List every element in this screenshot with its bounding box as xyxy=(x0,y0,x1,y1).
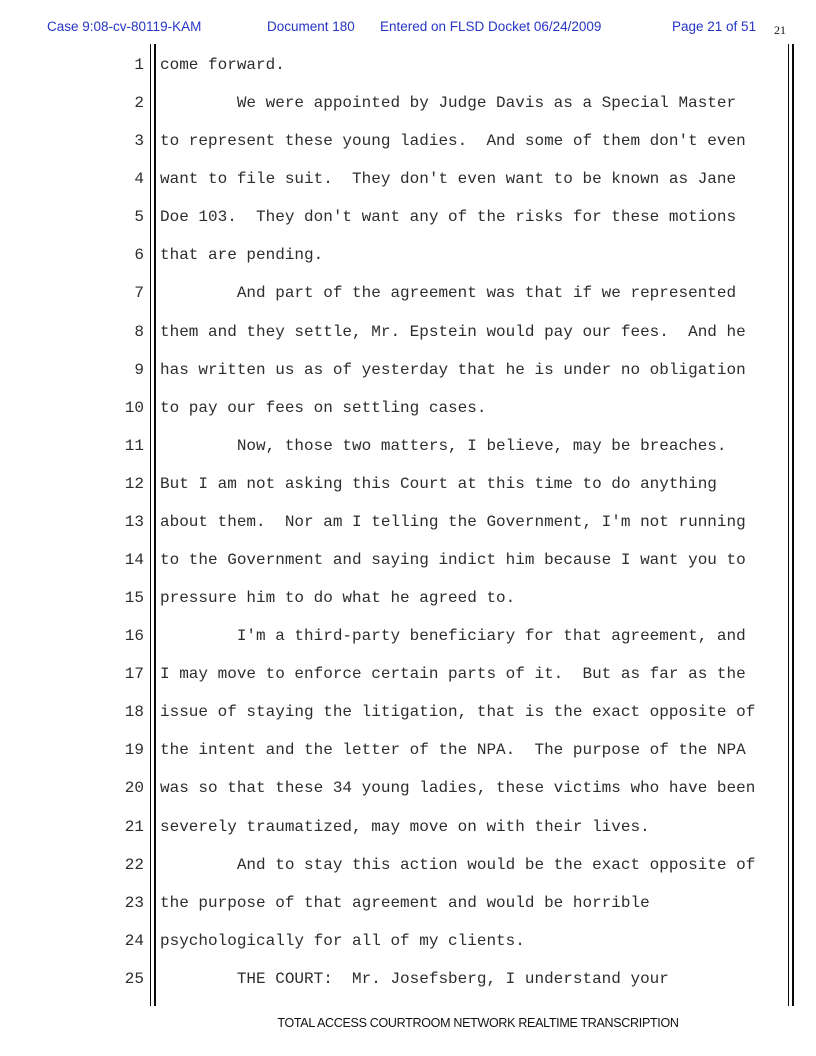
line-number: 2 xyxy=(134,94,144,113)
line-text: We were appointed by Judge Davis as a Special Master xyxy=(160,94,737,113)
line-text: the intent and the letter of the NPA. The purpose of the NPA xyxy=(160,741,746,760)
line-text: want to file suit. They don't even want to be known as Jane xyxy=(160,170,737,189)
transcript-line xyxy=(0,971,816,1009)
transcript-line xyxy=(0,438,816,476)
transcript-line xyxy=(0,57,816,95)
line-number: 18 xyxy=(124,703,144,722)
transcript-line xyxy=(0,95,816,133)
line-number: 13 xyxy=(124,512,144,531)
line-number: 5 xyxy=(134,208,144,227)
line-number: 21 xyxy=(124,817,144,836)
line-text: pressure him to do what he agreed to. xyxy=(160,589,516,608)
line-number: 9 xyxy=(134,360,144,379)
line-text: that are pending. xyxy=(160,246,324,265)
line-number: 15 xyxy=(124,589,144,608)
line-number: 22 xyxy=(124,855,144,874)
line-number: 19 xyxy=(124,741,144,760)
line-text: And to stay this action would be the exact opposite of xyxy=(160,855,756,874)
line-number: 4 xyxy=(134,170,144,189)
line-number: 24 xyxy=(124,931,144,950)
line-number: 7 xyxy=(134,284,144,303)
line-text: THE COURT: Mr. Josefsberg, I understand your xyxy=(160,969,669,988)
transcript-line xyxy=(0,247,816,285)
line-number: 3 xyxy=(134,132,144,151)
transcript-line xyxy=(0,628,816,666)
transcript-line xyxy=(0,933,816,971)
transcript-line xyxy=(0,895,816,933)
line-number: 1 xyxy=(134,56,144,74)
line-text: the purpose of that agreement and would be horrible xyxy=(160,893,650,912)
transcript-line xyxy=(0,514,816,552)
line-number: 20 xyxy=(124,779,144,798)
line-text: about them. Nor am I telling the Government, I'm not running xyxy=(160,512,746,531)
line-number: 25 xyxy=(124,969,144,988)
transcript-line xyxy=(0,552,816,590)
line-text: And part of the agreement was that if we represented xyxy=(160,284,737,303)
line-text: I may move to enforce certain parts of it. But as far as the xyxy=(160,665,746,684)
line-text: I'm a third-party beneficiary for that agreement, and xyxy=(160,627,746,646)
line-number: 8 xyxy=(134,322,144,341)
line-number: 23 xyxy=(124,893,144,912)
line-text: come forward. xyxy=(160,56,285,74)
page-number-stamp: 21 xyxy=(774,23,786,37)
transcript-line xyxy=(0,209,816,247)
header-case-number: Case 9:08-cv-80119-KAM xyxy=(47,19,202,34)
line-text: to pay our fees on settling cases. xyxy=(160,398,487,417)
line-text: severely traumatized, may move on with their lives. xyxy=(160,817,650,836)
line-text: to represent these young ladies. And some of them don't even xyxy=(160,132,746,151)
transcription-footer: TOTAL ACCESS COURTROOM NETWORK REALTIME TRANSCRIPTION xyxy=(277,1016,679,1030)
transcript-line xyxy=(0,400,816,438)
line-number: 11 xyxy=(124,436,144,455)
transcript-line xyxy=(0,476,816,514)
transcript-line xyxy=(0,780,816,818)
line-number: 14 xyxy=(124,551,144,570)
line-number: 17 xyxy=(124,665,144,684)
transcript-line xyxy=(0,324,816,362)
transcript-line xyxy=(0,742,816,780)
line-text: was so that these 34 young ladies, these victims who have been xyxy=(160,779,756,798)
line-text: issue of staying the litigation, that is the exact opposite of xyxy=(160,703,756,722)
transcript-line xyxy=(0,133,816,171)
header-document-number: Document 180 xyxy=(267,19,355,34)
line-number: 12 xyxy=(124,474,144,493)
line-text: to the Government and saying indict him because I want you to xyxy=(160,551,746,570)
transcript-line xyxy=(0,857,816,895)
transcript-line xyxy=(0,819,816,857)
line-text: psychologically for all of my clients. xyxy=(160,931,525,950)
line-number: 10 xyxy=(124,398,144,417)
line-number: 6 xyxy=(134,246,144,265)
line-text: But I am not asking this Court at this time to do anything xyxy=(160,474,717,493)
header-page-count: Page 21 of 51 xyxy=(672,19,757,34)
transcript-line xyxy=(0,590,816,628)
line-text: Now, those two matters, I believe, may be breaches. xyxy=(160,436,727,455)
line-text: Doe 103. They don't want any of the risks for these motions xyxy=(160,208,737,227)
line-text: them and they settle, Mr. Epstein would pay our fees. And he xyxy=(160,322,746,341)
line-number: 16 xyxy=(124,627,144,646)
line-text: has written us as of yesterday that he is under no obligation xyxy=(160,360,746,379)
transcript-line xyxy=(0,171,816,209)
transcript-line xyxy=(0,704,816,742)
header-docket-entry: Entered on FLSD Docket 06/24/2009 xyxy=(380,19,602,34)
transcript-body xyxy=(0,57,816,1009)
transcript-line xyxy=(0,666,816,704)
transcript-line xyxy=(0,362,816,400)
transcript-line xyxy=(0,285,816,323)
